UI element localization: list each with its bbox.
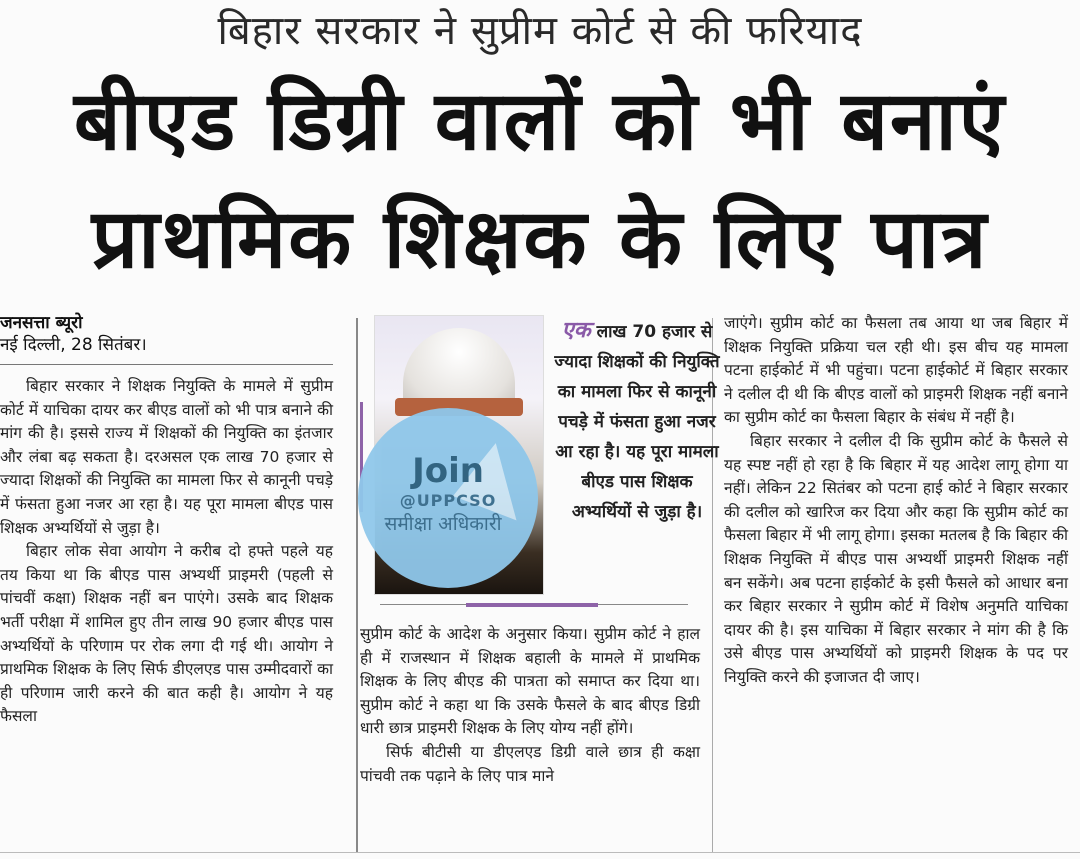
pull-quote-first-word: एक	[561, 318, 591, 343]
paragraph: जाएंगे। सुप्रीम कोर्ट का फैसला तब आया था जब बिहार में शिक्षक नियुक्ति प्रक्रिया चल रही थी। इस बीच यह मामला पटना हाईकोर्ट में भी पहुंचा। पटना हाईकोर्ट में बिहार सरकार ने दलील दी थी कि बीएड वालों को प्राइमरी शिक्षक नहीं बनाने का सुप्रीम कोर्ट का फैसला बिहार के संबंध में नहीं है।	[724, 314, 1068, 427]
byline-dateline: नई दिल्ली, 28 सितंबर।	[0, 335, 147, 355]
middle-column	[360, 623, 700, 788]
column-divider	[356, 318, 358, 853]
left-column	[0, 312, 333, 729]
join-label: Join	[412, 450, 484, 491]
kicker: बिहार सरकार ने सुप्रीम कोर्ट से की फरियाद	[217, 8, 863, 54]
byline-divider	[0, 364, 333, 365]
byline	[0, 312, 333, 356]
paragraph: बिहार सरकार ने दलील दी कि सुप्रीम कोर्ट के फैसले से यह स्पष्ट नहीं हो रहा है कि बिहार में यह आदेश लागू होगा या नहीं। लेकिन 22 सितंबर को पटना हाई कोर्ट ने बिहार सरकार की दलील को खारिज कर दिया और कहा कि सुप्रीम कोर्ट का फैसला बिहार में भी लागू होगा। इसका मतलब है कि बिहार की शिक्षक नियुक्ति में बीएड पास अभ्यर्थी प्राइमरी शिक्षक नहीं बन सकेंगे। अब पटना हाईकोर्ट के इसी फैसले को आधार बना कर बिहार सरकार ने सुप्रीम कोर्ट में विशेष अनुमति याचिका दायर की है। इस याचिका में बिहार सरकार ने मांग की है कि उसे बीएड पास अभ्यर्थियों को प्राइमरी शिक्षक के पद पर नियुक्ति करने की इजाजत दी जाए।	[724, 431, 1068, 686]
paragraph: सिर्फ बीटीसी या डीएलएड डिग्री वाले छात्र ही कक्षा पांचवी तक पढ़ाने के लिए पात्र माने	[360, 742, 700, 785]
channel-handle: @UPPCSO	[399, 490, 497, 510]
byline-bureau: जनसत्ता ब्यूरो	[0, 313, 83, 333]
bottom-border	[0, 852, 1080, 853]
right-column	[724, 312, 1068, 690]
middle-accent-bar	[466, 603, 598, 607]
channel-subtitle: समीक्षा अधिकारी	[384, 512, 502, 535]
paragraph: बिहार लोक सेवा आयोग ने करीब दो हफ्ते पहले यह तय किया था कि बीएड पास अभ्यर्थी प्राइमरी (पहली से पांचवीं कक्षा) शिक्षक नहीं बन पाएंगे। उसके बाद शिक्षक भर्ती परीक्षा में शामिल हुए तीन लाख 90 हजार बीएड पास अभ्यर्थियों के परिणाम पर रोक लगा दी गई थी। आयोग ने प्राथमिक शिक्षक के लिए सिर्फ डीएलएड पास उम्मीदवारों का ही परिणाम जारी करने की बात कही है। आयोग ने यह फैसला	[0, 542, 333, 726]
dome-shape	[403, 328, 515, 408]
pull-quote	[552, 316, 722, 527]
headline-line-1: बीएड डिग्री वालों को भी बनाएं	[73, 74, 1007, 169]
headline-line-2: प्राथमिक शिक्षक के लिए पात्र	[91, 192, 989, 287]
paragraph: बिहार सरकार ने शिक्षक नियुक्ति के मामले में सुप्रीम कोर्ट में याचिका दायर कर बीएड वालों को भी पात्र बनाने की मांग की है। इससे राज्य में शिक्षकों की नियुक्ति का इंतजार और लंबा बढ़ सकता है। दरअसल एक लाख 70 हजार से ज्यादा शिक्षकों की नियुक्ति का मामला फिर से कानूनी पचड़े में फंसता हुआ नजर आ रहा है। यह पूरा मामला बीएड पास शिक्षक अभ्यर्थियों से जुड़ा है।	[0, 377, 333, 537]
join-watermark-badge[interactable]	[358, 408, 538, 588]
pull-quote-text: लाख 70 हजार से ज्यादा शिक्षकों की नियुक्ति का मामला फिर से कानूनी पचड़े में फंसता हुआ नजर आ रहा है। यह पूरा मामला बीएड पास शिक्षक अभ्यर्थियों से जुड़ा है।	[554, 322, 720, 522]
paragraph: सुप्रीम कोर्ट के आदेश के अनुसार किया। सुप्रीम कोर्ट ने हाल ही में राजस्थान में शिक्षक बहाली के मामले में प्राथमिक शिक्षक के लिए बीएड की पात्रता को समाप्त कर दिया था। सुप्रीम कोर्ट ने कहा था कि उसके फैसले के बाद बीएड डिग्री धारी छात्र प्राइमरी शिक्षक के लिए योग्य नहीं होंगे।	[360, 625, 700, 738]
